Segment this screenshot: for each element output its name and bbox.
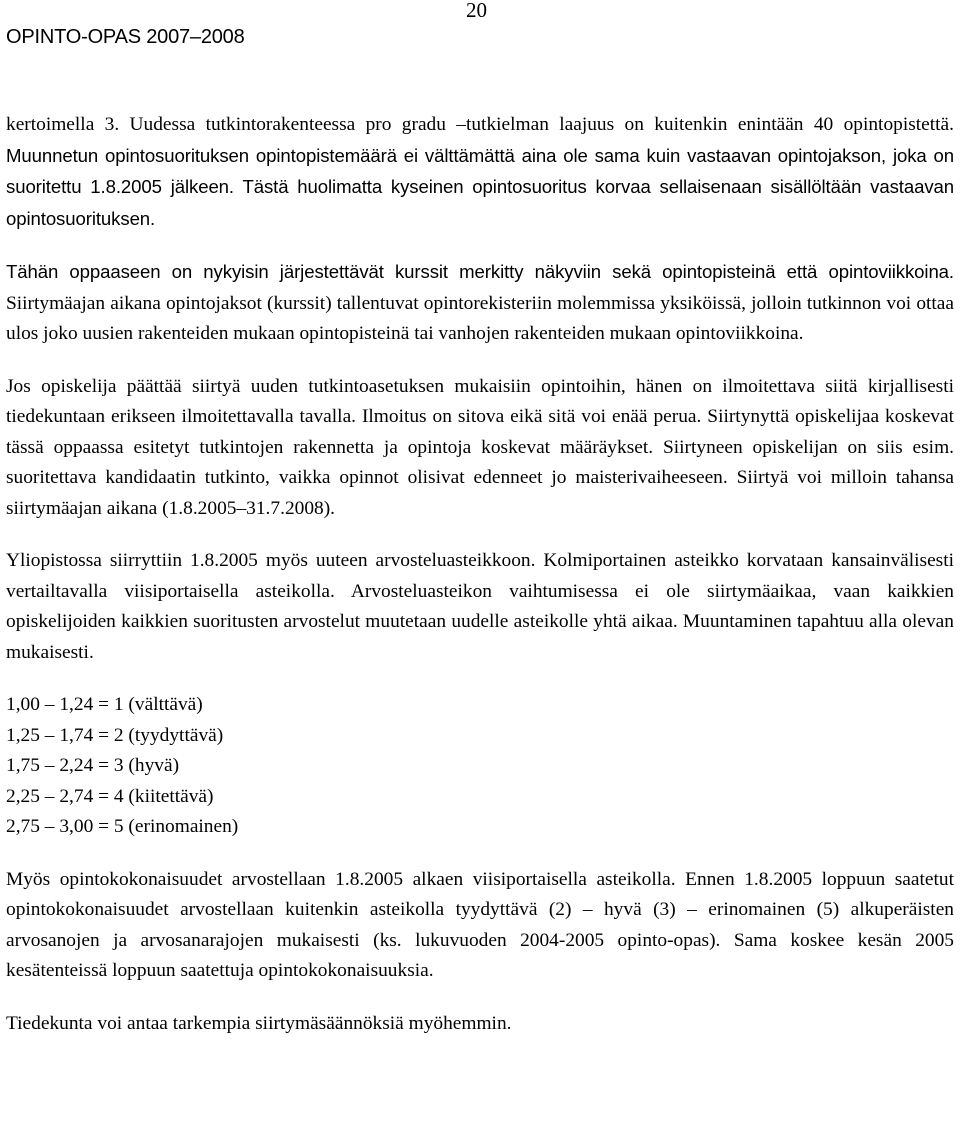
grade-line-3: 1,75 – 2,24 = 3 (hyvä) (6, 755, 180, 776)
grade-line-2: 1,25 – 1,74 = 2 (tyydyttävä) (6, 724, 224, 746)
paragraph-credit-units (6, 257, 954, 350)
paragraph-2-serif-text: Siirtymäajan aikana opintojaksot (kurssit) tallentuvat opintorekisteriin molemmissa yksiköissä, jolloin tutkinnon voi ottaa ulos joko uusien rakenteiden mukaan opintopisteinä tai vanhojen rakenteiden mukaan opintoviikkoina. (6, 292, 954, 344)
grade-line-4: 2,25 – 2,74 = 4 (kiitettävä) (6, 785, 214, 807)
grade-conversion-list (6, 690, 954, 843)
paragraph-1-serif-text: kertoimella 3. Uudessa tutkintorakenteessa pro gradu –tutkielman laajuus on kuitenkin enintään 40 opintopistettä. (6, 114, 954, 135)
paragraph-transition-notice: Jos opiskelija päättää siirtyä uuden tutkintoasetuksen mukaisiin opintoihin, hänen on ilmoitettava siitä kirjallisesti tiedekuntaan erikseen ilmoitettavalla tavalla. Ilmoitus on sitova eikä sitä voi enää perua. Siirtynyttä opiskelijaa koskevat tässä oppaassa esitetyt tutkintojen rakennetta ja opintoja koskevat määräykset. Siirtyneen opiskelijan on siis esim. suoritettava kandidaatin tutkinto, vaikka opinnot olisivat edenneet jo maisterivaiheeseen. Siirtyä voi milloin tahansa siirtymäajan aikana (1.8.2005–31.7.2008). (6, 375, 954, 519)
paragraph-1-sans-text: Muunnetun opintosuorituksen opintopistemäärä ei välttämättä aina ole sama kuin vastaavan opintojakson, joka on suoritettu 1.8.2005 jälkeen. Tästä huolimatta kyseinen opintosuoritus korvaa sellaisenaan sisällöltään vastaavan opintosuorituksen. (6, 144, 954, 229)
grade-line-1: 1,00 – 1,24 = 1 (välttävä) (6, 694, 203, 715)
paragraph-degree-conversion (6, 110, 954, 235)
paragraph-study-modules: Myös opintokokonaisuudet arvostellaan 1.8.2005 alkaen viisiportaisella asteikolla. Ennen 1.8.2005 loppuun saatetut opintokokonaisuudet arvostellaan kuitenkin asteikolla tyydyttävä (2) – hyvä (3) – erinomainen (5) alkuperäisten arvosanojen ja arvosanarajojen mukaisesti (ks. lukuvuoden 2004-2005 opinto-opas). Sama koskee kesän 2005 kesätenteissä loppuun saatettuja opintokokonaisuuksia. (6, 868, 954, 981)
paragraph-grading-scale: Yliopistossa siirryttiin 1.8.2005 myös uuteen arvosteluasteikkoon. Kolmiportainen asteikko korvataan kansainvälisesti vertailtavalla viisiportaisella asteikolla. Arvosteluasteikon vaihtumisessa ei ole siirtymäaikaa, vaan kaikkien opiskelijoiden kaikkien suoritusten arvostelut muutetaan uudelle asteikolle yhtä aikaa. Muuntaminen tapahtuu alla olevan mukaisesti. (6, 550, 954, 663)
running-header: OPINTO-OPAS 2007–2008 (6, 26, 245, 48)
page-number: 20 (466, 0, 487, 22)
paragraph-further-rules: Tiedekunta voi antaa tarkempia siirtymäsäännöksiä myöhemmin. (6, 1012, 512, 1034)
grade-line-5: 2,75 – 3,00 = 5 (erinomainen) (6, 816, 239, 837)
paragraph-2-sans-text: Tähän oppaaseen on nykyisin järjestettävät kurssit merkitty näkyviin sekä opintopisteinä että opintoviikkoina. (6, 261, 954, 282)
document-body (6, 110, 954, 1039)
